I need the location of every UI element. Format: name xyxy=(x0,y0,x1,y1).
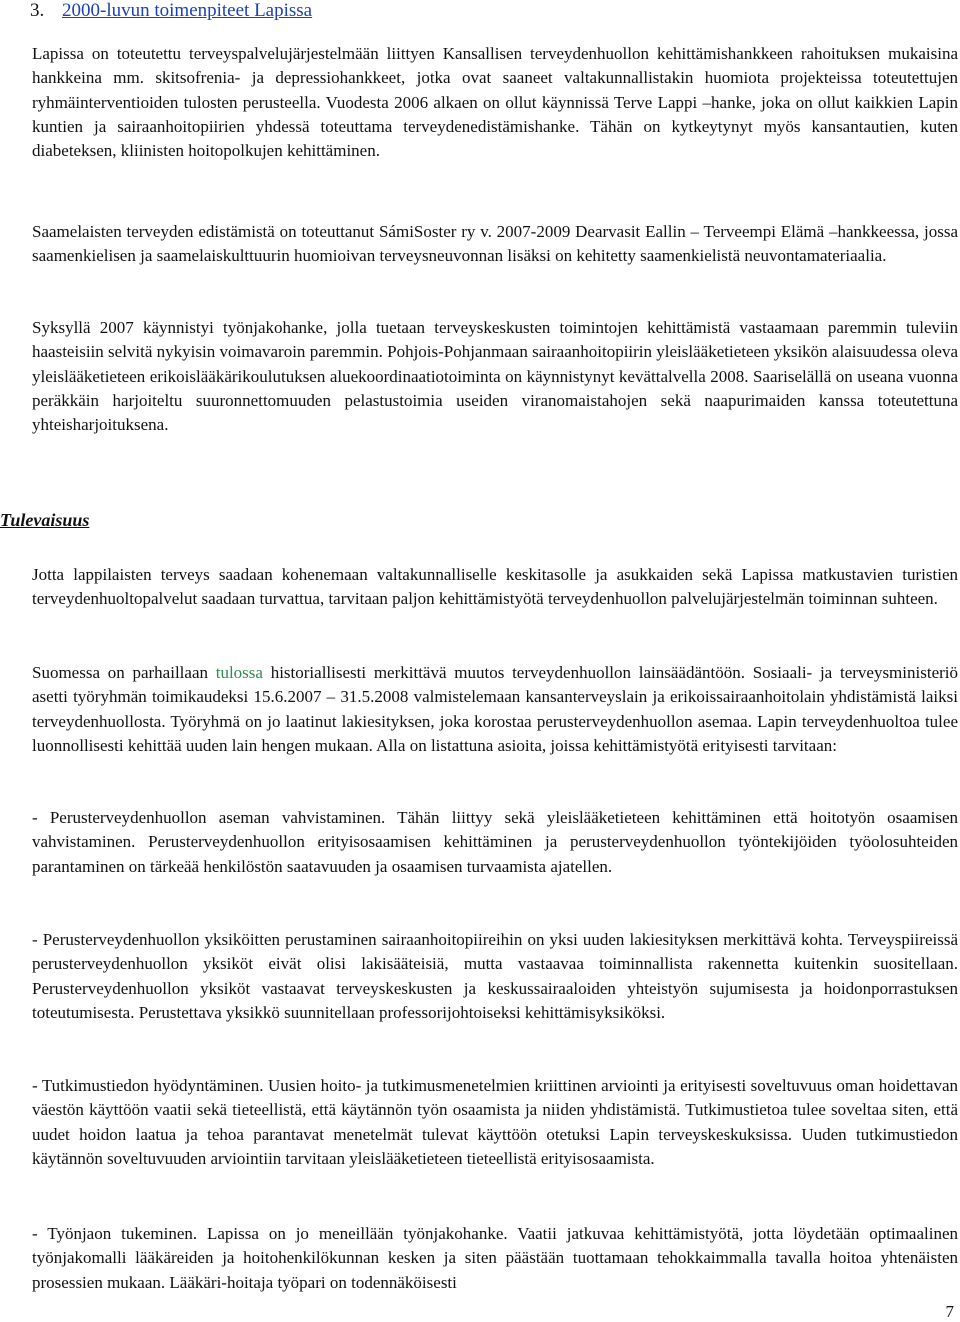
paragraph-1: Lapissa on toteutettu terveyspalvelujärjestelmään liittyen Kansallisen terveydenhuollon kehittämishankkeen rahoituksen mukaisina hankkeina mm. skitsofrenia- ja depressiohankkeet, jotka ovat saaneet valtakunnallistakin huomiota projekteissa toteutettujen ryhmäinterventioiden tulosten perusteella. Vuodesta 2006 alkaen on ollut käynnissä Terve Lappi –hanke, joka on ollut kaikkien Lapin kuntien ja sairaanhoitopiirien yhdessä toteuttama terveydenedistämishanke. Tähän on kytkeytynyt myös kansantautien, kuten diabeteksen, kliinisten hoitopolkujen kehittäminen. xyxy=(32,44,958,161)
subheading-tulevaisuus: Tulevaisuus xyxy=(0,510,90,530)
paragraph-5 xyxy=(32,661,958,758)
paragraph-5-start: Suomessa on parhaillaan xyxy=(32,663,216,682)
paragraph-2: Saamelaisten terveyden edistämistä on toteuttanut SámiSoster ry v. 2007-2009 Dearvasit Eallin – Terveempi Elämä –hankkeessa, jossa saamenkielisen ja saamelaiskulttuurin huomioivan terveysneuvonnan lisäksi on kehitetty saamenkielistä neuvontamateriaalia. xyxy=(32,222,958,266)
section-heading xyxy=(30,0,312,22)
list-item-yksikot: - Perusterveydenhuollon yksiköitten perustaminen sairaanhoitopiireihin on yksi uuden lakiesityksen merkittävä kohta. Terveyspiireissä perusterveydenhuollon yksiköt eivät olisi lakisääteisiä, mutta vastaavaa toiminnallista rakennetta kuitenkin suositellaan. Perusterveydenhuollon yksiköt vastaavat terveyskeskusten ja keskussairaaloiden yhteistyön sujumisesta ja hoidonporrastuksen toteutumisesta. Perustettava yksikkö suunnitellaan professorijohtoiseksi kehittämisyksiköksi. xyxy=(32,930,958,1022)
section-title[interactable]: 2000-luvun toimenpiteet Lapissa xyxy=(62,0,313,21)
section-number: 3. xyxy=(30,0,45,21)
page-number: 7 xyxy=(945,1302,954,1321)
paragraph-5-end: historiallisesti merkittävä muutos terveydenhuollon lainsäädäntöön. Sosiaali- ja terveysministeriö asetti työryhmän toimikaudeksi 15.6.2007 – 31.5.2008 valmistelemaan kansanterveyslain ja erikoissairaanhoitolain yhdistämistä laiksi terveydenhuollosta. Työryhmä on jo laatinut lakiesityksen, joka korostaa perusterveydenhuollon asemaa. Lapin terveydenhuoltoa tulee luonnollisesti kehittää uuden lain hengen mukaan. Alla on listattuna asioita, joissa kehittämistyötä erityisesti tarvitaan: xyxy=(32,663,958,755)
paragraph-4: Jotta lappilaisten terveys saadaan kohenemaan valtakunnalliselle keskitasolle ja asukkaiden sekä Lapissa matkustavien turistien terveydenhuoltopalvelut saadaan turvattua, tarvitaan paljon kehittämistyötä terveydenhuollon palvelujärjestelmän toiminnan suhteen. xyxy=(32,565,958,609)
list-item-tyonjako: - Työnjaon tukeminen. Lapissa on jo meneillään työnjakohanke. Vaatii jatkuvaa kehittämistyötä, jotta löydetään optimaalinen työnjakomalli lääkäreiden ja hoitohenkilökunnan kesken ja siten päästään tuottamaan tehokkaimmalla tavalla hoitoa yhtenäisten prosessien mukaan. Lääkäri-hoitaja työpari on todennäköisesti xyxy=(32,1224,958,1292)
list-item-perusterveydenhuolto: - Perusterveydenhuollon aseman vahvistaminen. Tähän liittyy sekä yleislääketieteen kehittäminen että hoitotyön osaamisen vahvistaminen. Perusterveydenhuollon erityisosaamisen kehittäminen ja perusterveydenhuollon työntekijöiden työolosuhteiden parantaminen on tärkeää henkilöstön saatavuuden ja osaamisen turvaamista ajatellen. xyxy=(32,808,958,876)
list-item-tutkimustieto: - Tutkimustiedon hyödyntäminen. Uusien hoito- ja tutkimusmenetelmien kriittinen arviointi ja erityisesti soveltuvuus oman hoidettavan väestön käyttöön vaatii sekä tieteellistä, että käytännön työn osaamista ja niiden yhdistämistä. Tutkimustietoa tulee soveltaa siten, että uudet hoidon laatua ja tehoa parantavat menetelmät tulevat käyttöön otetuksi Lapin terveyskeskuksissa. Uuden tutkimustiedon käytännön soveltuvuuden arviointiin tarvitaan yleislääketieteen tieteellistä erityisosaamista. xyxy=(32,1076,958,1168)
paragraph-3: Syksyllä 2007 käynnistyi työnjakohanke, jolla tuetaan terveyskeskusten toimintojen kehittämistä vastaamaan paremmin tuleviin haasteisiin selvitä nykyisin voimavaroin paremmin. Pohjois-Pohjanmaan sairaanhoitopiirin yleislääketieteen yksikön alaisuudessa oleva yleislääketieteen erikoislääkärikoulutuksen aluekoordinaatiotoiminta on käynnistynyt kevättalvella 2008. Saariselällä on useana vuonna peräkkäin harjoiteltu suuronnettomuuden pelastustoimia useiden viranomaistahojen sekä naapurimaiden kanssa toteutettuna yhteisharjoituksena. xyxy=(32,318,958,435)
highlighted-word: tulossa xyxy=(215,663,263,682)
